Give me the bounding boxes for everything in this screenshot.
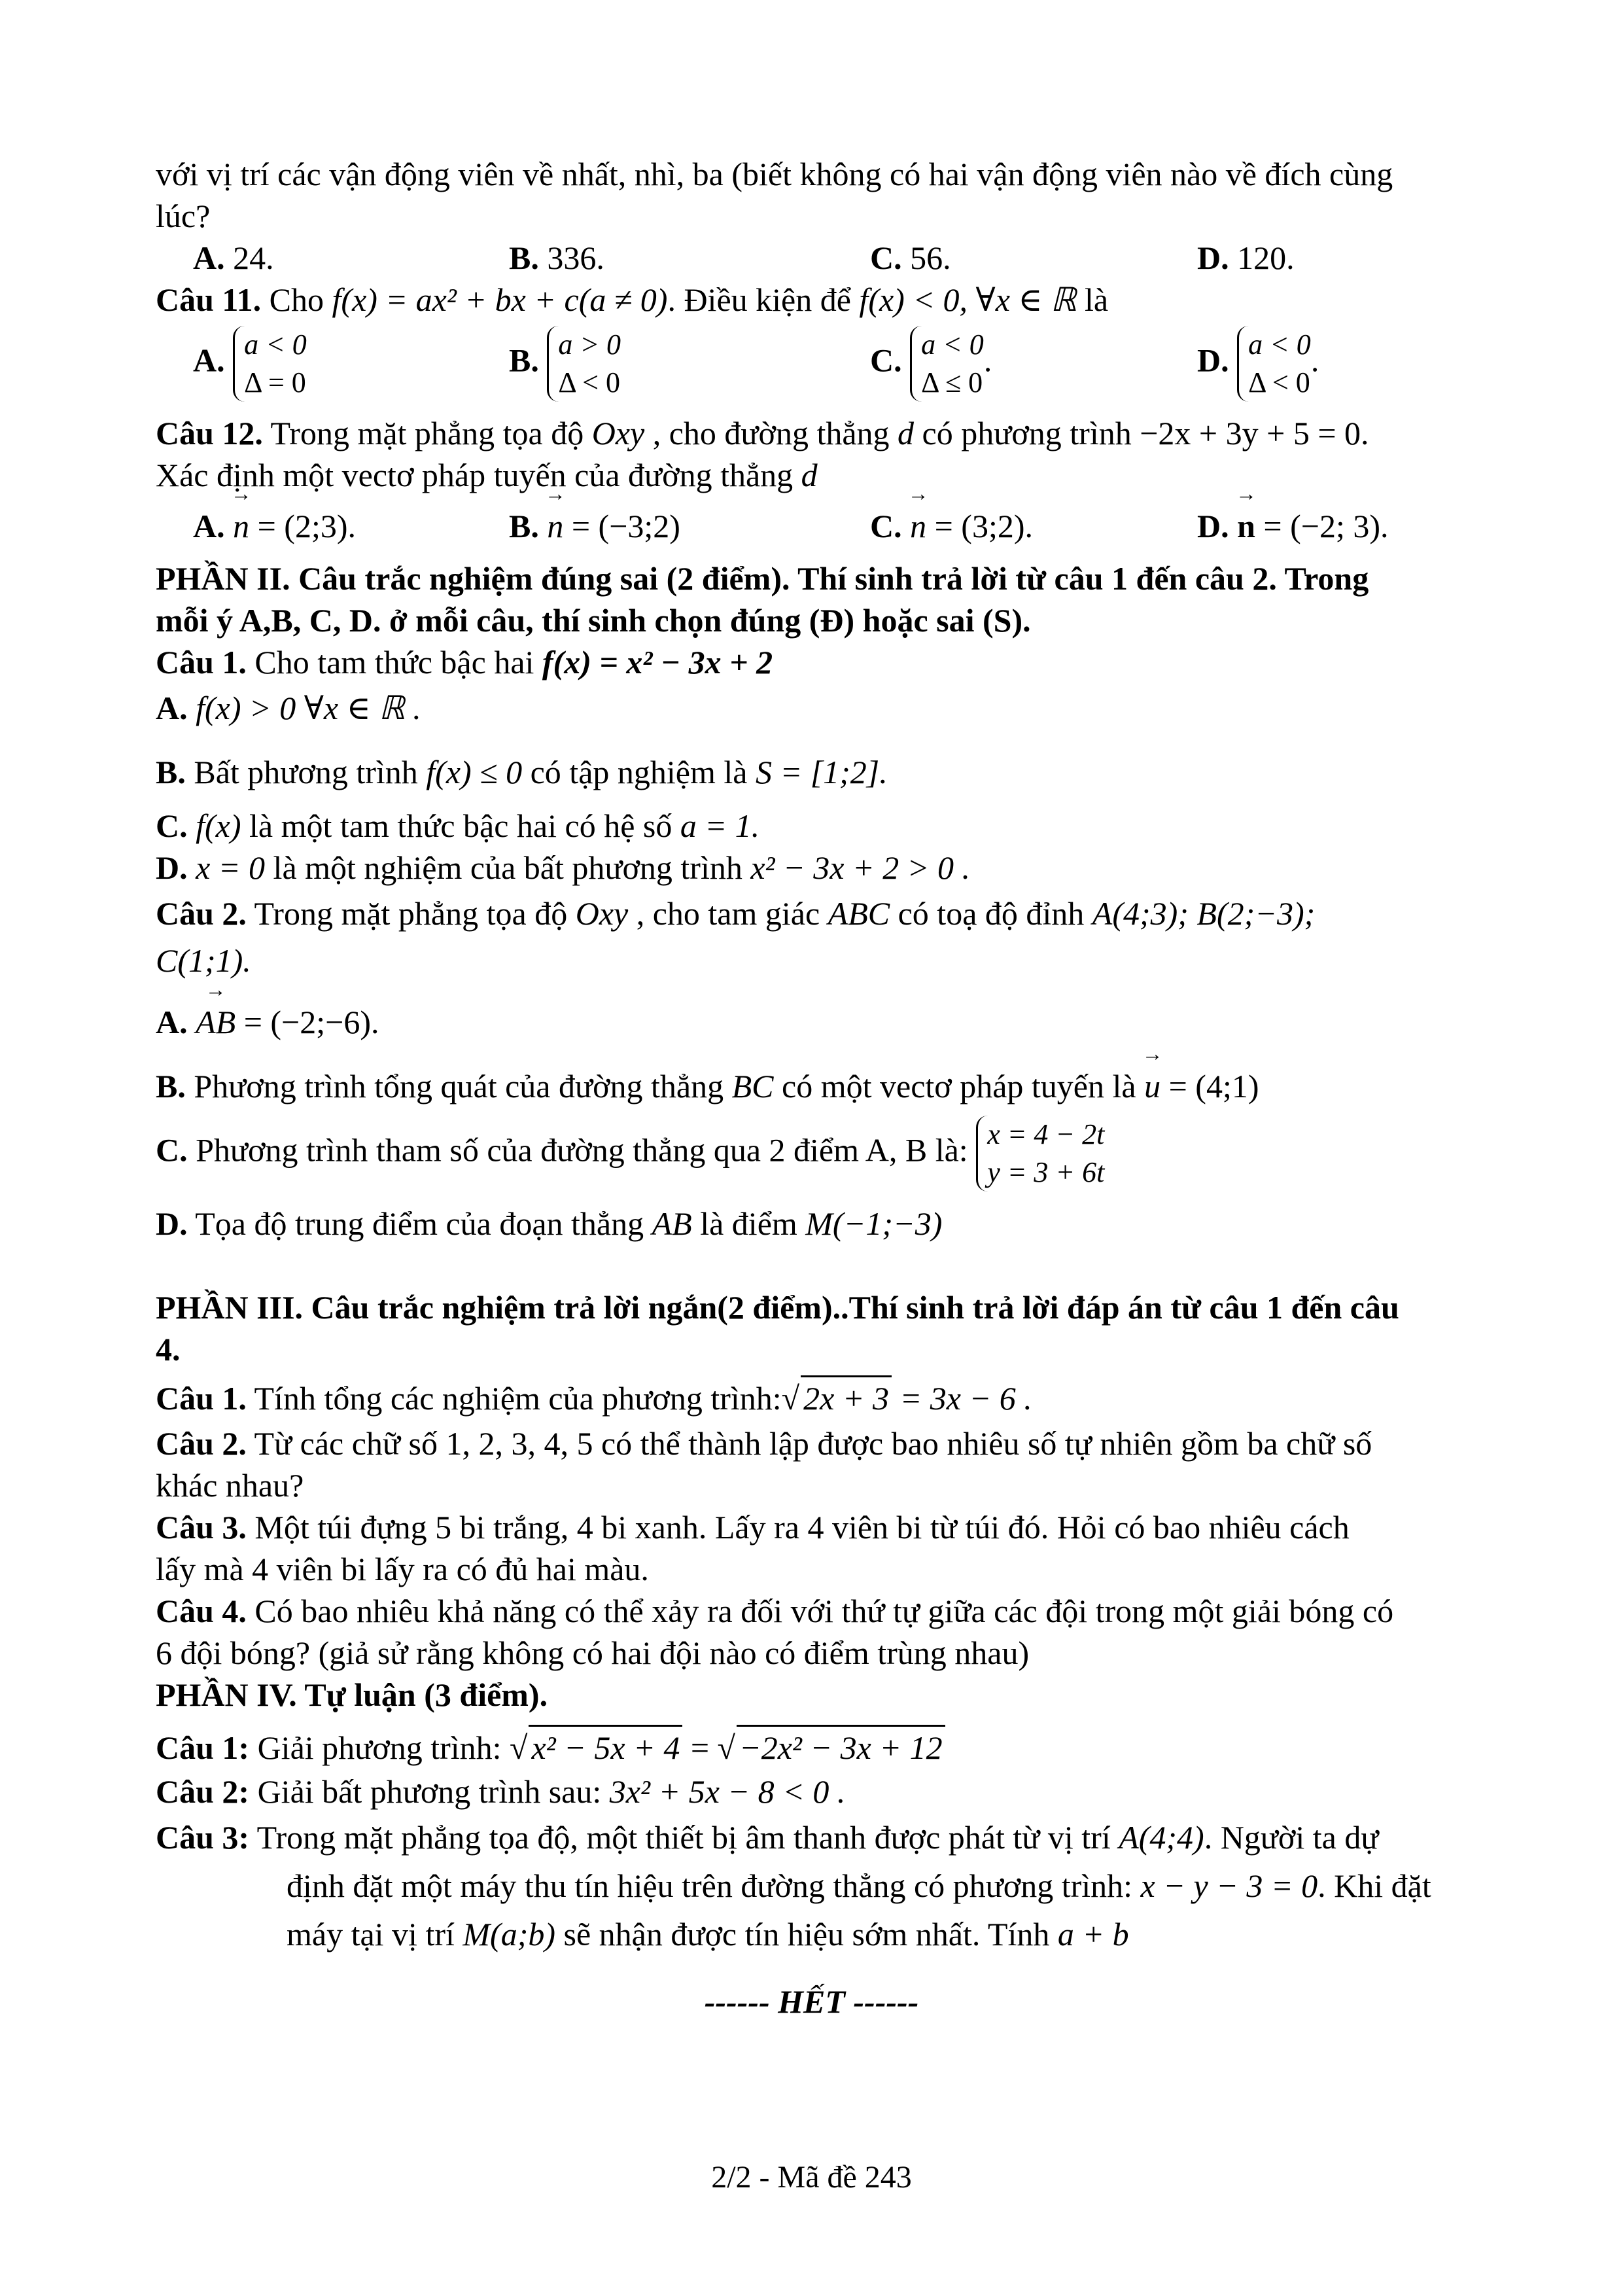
- p2-q2-stem: Câu 2. Trong mặt phẳng tọa độ Oxy , cho tam giác ABC có toạ độ đỉnh A(4;3); B(2;−3);: [156, 895, 1316, 932]
- part2-heading: PHẦN II. Câu trắc nghiệm đúng sai (2 điểm). Thí sinh trả lời từ câu 1 đến câu 2. Trong: [156, 560, 1369, 597]
- p4-q3: Câu 3: Trong mặt phẳng tọa độ, một thiết bị âm thanh được phát từ vị trí A(4;4). Người ta dự: [156, 1819, 1379, 1856]
- p2-q2-d: D. Tọa độ trung điểm của đoạn thẳng AB là điểm M(−1;−3): [156, 1205, 943, 1242]
- q11-option-c: C. a < 0 Δ ≤ 0 .: [870, 326, 992, 402]
- q11-option-a: A. a < 0 Δ = 0: [193, 326, 307, 402]
- p3-q2: Câu 2. Từ các chữ số 1, 2, 3, 4, 5 có thể thành lập được bao nhiêu số tự nhiên gồm ba chữ số: [156, 1425, 1372, 1462]
- q11-stem: Câu 11. Cho f(x) = ax² + bx + c(a ≠ 0). Điều kiện để f(x) < 0, ∀x ∈ ℝ là: [156, 281, 1109, 318]
- p3-q3: Câu 3. Một túi đựng 5 bi trắng, 4 bi xanh. Lấy ra 4 viên bi từ túi đó. Hỏi có bao nhiêu cách: [156, 1509, 1350, 1545]
- q12-option-b: B. → n = (−3;2): [509, 505, 680, 547]
- q10-option-b: B. 336.: [509, 239, 604, 276]
- p2-q1-c: C. f(x) là một tam thức bậc hai có hệ số a = 1.: [156, 807, 760, 844]
- p2-q1-a: A. f(x) > 0 ∀x ∈ ℝ .: [156, 690, 421, 726]
- p2-q1-d: D. x = 0 là một nghiệm của bất phương trình x² − 3x + 2 > 0 .: [156, 849, 970, 886]
- page-footer: 2/2 - Mã đề 243: [711, 2160, 912, 2195]
- p3-q3-line2: lấy mà 4 viên bi lấy ra có đủ hai màu.: [156, 1551, 649, 1587]
- p3-q4-line2: 6 đội bóng? (giả sử rằng không có hai đội nào có điểm trùng nhau): [156, 1634, 1030, 1671]
- p3-q2-line2: khác nhau?: [156, 1467, 304, 1504]
- part2-heading-line2: mỗi ý A,B, C, D. ở mỗi câu, thí sinh chọn đúng (Đ) hoặc sai (S).: [156, 602, 1031, 639]
- q12-stem: Câu 12. Trong mặt phẳng tọa độ Oxy , cho đường thẳng d có phương trình −2x + 3y + 5 = 0.: [156, 415, 1369, 451]
- end-marker: ------ HẾT ------: [704, 1983, 919, 2020]
- p2-q2-c: C. Phương trình tham số của đường thẳng qua 2 điểm A, B là: x = 4 − 2t y = 3 + 6t: [156, 1116, 1104, 1192]
- q11-option-d: D. a < 0 Δ < 0 .: [1197, 326, 1319, 402]
- q12-option-d: D. → n = (−2; 3).: [1197, 505, 1389, 547]
- p2-q2-b: B. Phương trình tổng quát của đường thẳng BC có một vectơ pháp tuyến là → u = (4;1): [156, 1065, 1259, 1107]
- q12-stem-line2: Xác định một vectơ pháp tuyến của đường thẳng d: [156, 457, 818, 493]
- p4-q1: Câu 1: Giải phương trình: √ x² − 5x + 4 = √ −2x² − 3x + 12: [156, 1725, 945, 1769]
- part3-heading: PHẦN III. Câu trắc nghiệm trả lời ngắn(2 điểm)..Thí sinh trả lời đáp án từ câu 1 đến câu: [156, 1289, 1399, 1326]
- p2-q2-a: A. → AB = (−2;−6).: [156, 1001, 379, 1043]
- p4-q3-line3: máy tại vị trí M(a;b) sẽ nhận được tín hiệu sớm nhất. Tính a + b: [287, 1916, 1129, 1952]
- q12-option-a: A. → n = (2;3).: [193, 505, 356, 547]
- part4-heading: PHẦN IV. Tự luận (3 điểm).: [156, 1676, 548, 1713]
- q10-option-d: D. 120.: [1197, 239, 1295, 276]
- text-line: với vị trí các vận động viên về nhất, nhì, ba (biết không có hai vận động viên nào về đích cùng: [156, 156, 1393, 192]
- q10-option-a: A. 24.: [193, 239, 274, 276]
- p2-q2-stem-line2: C(1;1).: [156, 942, 251, 979]
- text-line: lúc?: [156, 198, 211, 234]
- q12-option-c: C. → n = (3;2).: [870, 505, 1033, 547]
- p3-q1: Câu 1. Tính tổng các nghiệm của phương trình:√ 2x + 3 = 3x − 6 .: [156, 1375, 1032, 1419]
- part3-heading-line2: 4.: [156, 1331, 181, 1368]
- p4-q2: Câu 2: Giải bất phương trình sau: 3x² + 5x − 8 < 0 .: [156, 1773, 846, 1810]
- p4-q3-line2: định đặt một máy thu tín hiệu trên đường thẳng có phương trình: x − y − 3 = 0. Khi đặt: [287, 1867, 1431, 1904]
- p2-q1-stem: Câu 1. Cho tam thức bậc hai f(x) = x² − 3x + 2: [156, 644, 773, 680]
- q10-option-c: C. 56.: [870, 239, 951, 276]
- p3-q4: Câu 4. Có bao nhiêu khả năng có thể xảy ra đối với thứ tự giữa các đội trong một giải bóng có: [156, 1593, 1394, 1629]
- p2-q1-b: B. Bất phương trình f(x) ≤ 0 có tập nghiệm là S = [1;2].: [156, 754, 888, 790]
- q11-option-b: B. a > 0 Δ < 0: [509, 326, 621, 402]
